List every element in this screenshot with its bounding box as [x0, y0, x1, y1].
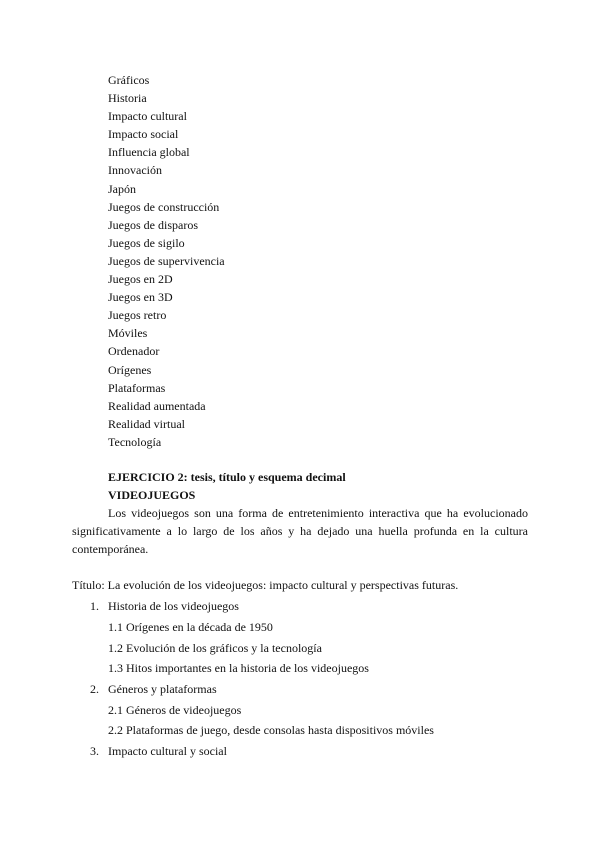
- outline-number: 2.: [90, 681, 99, 696]
- keyword-item: Juegos en 3D: [108, 290, 173, 305]
- keyword-item: Juegos de construcción: [108, 199, 220, 214]
- exercise-subject: VIDEOJUEGOS: [108, 488, 196, 502]
- outline-text: Historia de los videojuegos: [108, 599, 239, 613]
- keyword-item: Juegos de sigilo: [108, 235, 185, 250]
- outline-subitem: 1.3 Hitos importantes en la historia de los videojuegos: [108, 661, 369, 675]
- keyword-item: Juegos en 2D: [108, 272, 173, 287]
- outline-text: Géneros y plataformas: [108, 681, 217, 696]
- outline-item: [72, 680, 528, 701]
- thesis-paragraph: Los videojuegos son una forma de entretenimiento interactiva que ha evolucionado significativamente a lo largo de los años y ha dejado una huella profunda en la cultura contemporánea.: [72, 506, 528, 556]
- outline-text: Impacto cultural y social: [108, 743, 227, 758]
- outline-number: 1.: [90, 599, 99, 613]
- outline-subitem: 2.2 Plataformas de juego, desde consolas hasta dispositivos móviles: [108, 723, 434, 737]
- outline-number: 3.: [90, 743, 99, 758]
- outline-subitem: 2.1 Géneros de videojuegos: [108, 702, 242, 717]
- outline-item: [72, 742, 528, 763]
- keyword-item: Móviles: [108, 326, 148, 341]
- keyword-item: Plataformas: [108, 380, 166, 395]
- keyword-item: Juegos de supervivencia: [108, 253, 225, 268]
- keyword-item: Juegos retro: [108, 308, 167, 323]
- title-line: Título: La evolución de los videojuegos: impacto cultural y perspectivas futuras.: [72, 578, 459, 592]
- keyword-item: Innovación: [108, 163, 162, 178]
- keyword-item: Gráficos: [108, 73, 150, 87]
- keyword-item: Impacto social: [108, 127, 179, 142]
- outline-subitem: 1.1 Orígenes en la década de 1950: [108, 620, 273, 634]
- keyword-item: Impacto cultural: [108, 109, 187, 124]
- keyword-item: Ordenador: [108, 344, 160, 359]
- decimal-outline: [72, 597, 528, 763]
- outline-item: [72, 597, 528, 618]
- keyword-item: Historia: [108, 91, 147, 106]
- keyword-item: Realidad aumentada: [108, 398, 206, 413]
- outline-subitem: 1.2 Evolución de los gráficos y la tecnología: [108, 640, 322, 655]
- keyword-item: Realidad virtual: [108, 416, 185, 431]
- keyword-item: Influencia global: [108, 145, 190, 160]
- keyword-list: [108, 71, 225, 451]
- keyword-item: Orígenes: [108, 362, 152, 377]
- keyword-item: Juegos de disparos: [108, 217, 198, 232]
- keyword-item: Tecnología: [108, 434, 162, 449]
- exercise-heading: EJERCICIO 2: tesis, título y esquema decimal: [108, 470, 346, 484]
- keyword-item: Japón: [108, 181, 136, 196]
